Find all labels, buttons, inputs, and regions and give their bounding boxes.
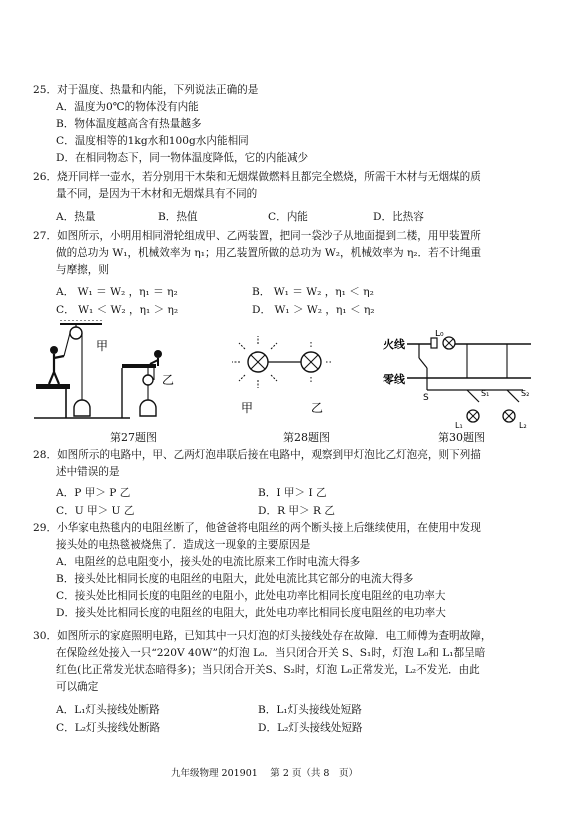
fig30-label-S2: S₂	[521, 389, 530, 398]
q30-option-a: A．L₁灯头接线处断路	[56, 704, 160, 716]
q28-option-d: D．R 甲＞ R 乙	[258, 505, 335, 517]
fig30-label-S1: S₁	[481, 389, 490, 398]
fig27-label-yi: 乙	[162, 373, 175, 387]
fig30-switch-S1-icon	[467, 390, 479, 402]
fig28-label-jia: 甲	[241, 401, 254, 415]
q29-stem-line2: 接头处的电热毯被烧焦了．造成这一现象的主要原因是	[56, 539, 311, 551]
figure-30-circuit	[383, 330, 533, 430]
fig27-jia-person-icon	[50, 346, 58, 354]
question-27	[33, 228, 548, 279]
q28-option-b: B．I 甲＞ I 乙	[258, 487, 327, 499]
q29-option-d: D．接头处比相同长度的电阻丝的电阻大，此处电功率比相同长度电阻丝的电功率大	[56, 607, 446, 619]
q30-option-c: C．L₂灯头接线处断路	[56, 722, 161, 734]
fig30-label-zero-line: 零线	[383, 373, 405, 386]
q30-stem-line2: 在保险丝处接入一只“220V 40W”的灯泡 L₀．当只闭合开关 S、S₁时，灯泡 L₀和 L₁都呈暗	[56, 647, 486, 659]
q28-stem-line2: 述中错误的是	[56, 466, 120, 478]
q28-option-a: A．P 甲＞ P 乙	[56, 487, 131, 499]
question-25	[33, 82, 548, 167]
question-30	[33, 628, 548, 696]
q29-option-b: B．接头处比相同长度的电阻丝的电阻大，此处电流比其它部分的电流大得多	[56, 573, 414, 585]
fig27-label-jia: 甲	[96, 339, 109, 353]
fig27-yi-pulley-icon	[143, 375, 153, 385]
q25-option-c: C．温度相等的1kg水和100g水内能相同	[56, 135, 249, 147]
question-28	[33, 447, 548, 481]
q30-stem-line4: 可以确定	[56, 681, 99, 693]
caption-figure-27: 第27题图	[110, 431, 157, 444]
question-29	[33, 520, 548, 622]
fig27-yi-sandbag-icon	[140, 400, 156, 416]
q27-option-d: D． W₁ ＞ W₂ ，η₁ ＜ η₂	[252, 304, 375, 316]
fig30-label-fire-line: 火线	[383, 338, 405, 351]
figure-28-bulbs	[225, 330, 360, 430]
figure-27-pulleys	[30, 320, 195, 422]
caption-figure-30: 第30题图	[438, 431, 485, 444]
q27-option-b: B． W₁ ＝ W₂ ，η₁ ＜ η₂	[252, 286, 374, 298]
fig27-jia-sandbag-icon	[74, 400, 90, 416]
fig30-label-L0: L₀	[435, 330, 444, 339]
q30-option-d: D．L₂灯头接线处短路	[258, 722, 363, 734]
fig28-label-yi: 乙	[311, 401, 324, 415]
q29-stem-line1: 29．小华家电热毯内的电阻丝断了，他爸爸将电阻丝的两个断头接上后继续使用，在使用中发现	[33, 522, 481, 534]
q30-option-b: B．L₁灯头接线处短路	[258, 704, 362, 716]
q26-option-a: A．热量	[56, 211, 96, 223]
fig30-switch-S2-icon	[507, 390, 519, 402]
q29-option-a: A．电阻丝的总电阻变小，接头处的电流比原来工作时电流大得多	[56, 556, 361, 568]
q25-option-a: A．温度为0℃的物体没有内能	[56, 101, 199, 113]
q27-stem-line2: 做的总功为 W₁，机械效率为 η₁；用乙装置所做的总功为 W₂，机械效率为 η₂．若不计绳重	[56, 247, 482, 259]
fig30-label-S: S	[423, 393, 429, 403]
q26-option-b: B．热值	[158, 211, 198, 223]
caption-figure-28: 第28题图	[283, 431, 330, 444]
fig27-yi-person-icon	[154, 350, 162, 358]
q30-stem-line1: 30．如图所示的家庭照明电路，已知其中一只灯泡的灯头接线处存在故障．电工师傅为查明故障，	[33, 630, 492, 642]
question-26	[33, 169, 548, 203]
fig30-label-L1: L₁	[455, 421, 463, 430]
q28-option-c: C．U 甲＞ U 乙	[56, 505, 135, 517]
q25-stem: 25．对于温度、热量和内能，下列说法正确的是	[33, 84, 259, 96]
q26-stem-line1: 26．烧开同样一壶水，若分别用干木柴和无烟煤做燃料且都完全燃烧，所需干木材与无烟煤的质	[33, 171, 481, 183]
q25-option-d: D．在相同物态下，同一物体温度降低，它的内能减少	[56, 152, 309, 164]
q25-option-b: B．物体温度越高含有热量越多	[56, 118, 202, 130]
fig30-label-L2: L₂	[519, 421, 527, 430]
q28-stem-line1: 28．如图所示的电路中，甲、乙两灯泡串联后接在电路中，观察到甲灯泡比乙灯泡亮，则下列描	[33, 449, 481, 461]
q26-stem-line2: 量不同，是因为干木材和无烟煤具有不同的	[56, 188, 258, 200]
q26-option-c: C．内能	[268, 211, 308, 223]
fig27-jia-pulley-icon	[70, 327, 82, 339]
page-footer: 九年级物理 201901 第 2 页（共 8 页）	[171, 768, 358, 779]
q27-stem-line3: 与摩擦，则	[56, 264, 109, 276]
fig30-switch-S-icon	[419, 358, 427, 368]
q29-option-c: C．接头处比相同长度的电阻丝的电阻小，此处电功率比相同长度电阻丝的电功率大	[56, 590, 446, 602]
q26-option-d: D．比热容	[373, 211, 424, 223]
q27-option-a: A． W₁ ＝ W₂ ，η₁ ＝ η₂	[56, 286, 178, 298]
q27-option-c: C． W₁ ＜ W₂ ，η₁ ＞ η₂	[56, 304, 179, 316]
q27-stem-line1: 27．如图所示，小明用相同滑轮组成甲、乙两装置，把同一袋沙子从地面提到二楼，用甲装置所	[33, 230, 481, 242]
q30-stem-line3: 红色(比正常发光状态暗得多)；当只闭合开关S、S₂时，灯泡 L₀正常发光，L₂不发光．由此	[56, 664, 480, 676]
